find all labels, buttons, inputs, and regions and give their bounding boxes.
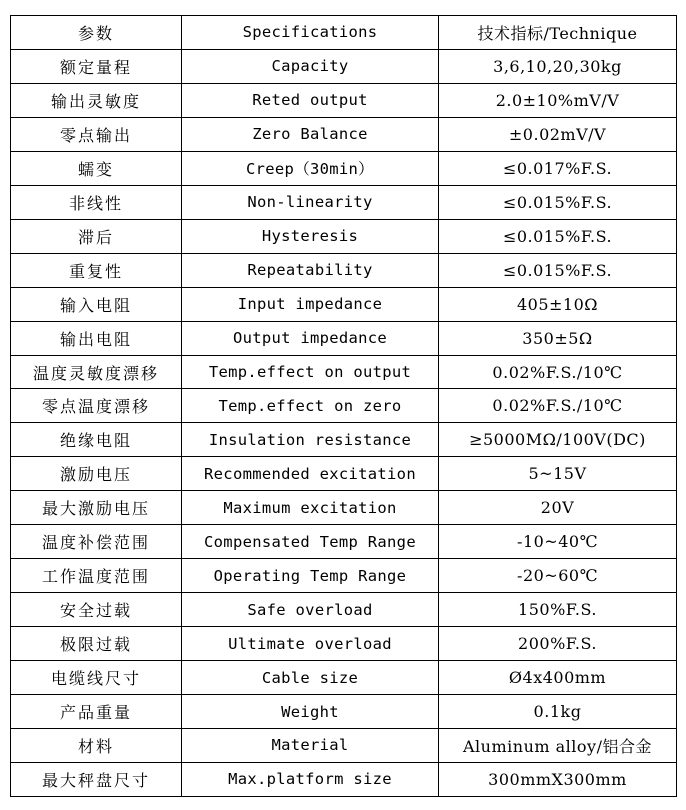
value-cell: 300mmX300mm xyxy=(439,762,677,796)
value-cell: ≤0.015%F.S. xyxy=(439,253,677,287)
header-specifications: Specifications xyxy=(182,16,439,50)
param-en-cell: Compensated Temp Range xyxy=(182,525,439,559)
value-cell: 3,6,10,20,30kg xyxy=(439,49,677,83)
param-en-cell: Temp.effect on output xyxy=(182,355,439,389)
value-cell: 150%F.S. xyxy=(439,593,677,627)
param-cn-cell: 电缆线尺寸 xyxy=(11,661,182,695)
param-cn-cell: 重复性 xyxy=(11,253,182,287)
param-cn-cell: 零点温度漂移 xyxy=(11,389,182,423)
table-row xyxy=(11,593,677,627)
param-en-cell: Operating Temp Range xyxy=(182,559,439,593)
value-cell: 0.02%F.S./10℃ xyxy=(439,389,677,423)
table-row xyxy=(11,661,677,695)
value-cell: Aluminum alloy/铝合金 xyxy=(439,729,677,763)
value-cell: ≥5000MΩ/100V(DC) xyxy=(439,423,677,457)
param-en-cell: Recommended excitation xyxy=(182,457,439,491)
value-cell: -10~40℃ xyxy=(439,525,677,559)
param-cn-cell: 输出电阻 xyxy=(11,321,182,355)
param-cn-cell: 温度补偿范围 xyxy=(11,525,182,559)
table-row xyxy=(11,321,677,355)
table-row xyxy=(11,83,677,117)
param-en-cell: Zero Balance xyxy=(182,117,439,151)
table-row xyxy=(11,491,677,525)
param-en-cell: Repeatability xyxy=(182,253,439,287)
param-cn-cell: 激励电压 xyxy=(11,457,182,491)
param-cn-cell: 极限过载 xyxy=(11,627,182,661)
param-cn-cell: 安全过载 xyxy=(11,593,182,627)
table-row xyxy=(11,729,677,763)
param-cn-cell: 温度灵敏度漂移 xyxy=(11,355,182,389)
param-cn-cell: 蠕变 xyxy=(11,151,182,185)
param-cn-cell: 产品重量 xyxy=(11,695,182,729)
param-en-cell: Non-linearity xyxy=(182,185,439,219)
param-cn-cell: 绝缘电阻 xyxy=(11,423,182,457)
value-cell: 350±5Ω xyxy=(439,321,677,355)
param-cn-cell: 工作温度范围 xyxy=(11,559,182,593)
value-cell: 0.02%F.S./10℃ xyxy=(439,355,677,389)
param-cn-cell: 非线性 xyxy=(11,185,182,219)
value-cell: Ø4x400mm xyxy=(439,661,677,695)
table-row xyxy=(11,627,677,661)
param-cn-cell: 最大激励电压 xyxy=(11,491,182,525)
param-en-cell: Temp.effect on zero xyxy=(182,389,439,423)
table-row xyxy=(11,457,677,491)
header-row xyxy=(11,16,677,50)
header-param: 参数 xyxy=(11,16,182,50)
param-cn-cell: 最大秤盘尺寸 xyxy=(11,762,182,796)
spec-table xyxy=(10,15,677,797)
value-cell: 0.1kg xyxy=(439,695,677,729)
table-row xyxy=(11,762,677,796)
value-cell: -20~60℃ xyxy=(439,559,677,593)
table-row xyxy=(11,525,677,559)
param-en-cell: Weight xyxy=(182,695,439,729)
param-cn-cell: 额定量程 xyxy=(11,49,182,83)
param-cn-cell: 输出灵敏度 xyxy=(11,83,182,117)
param-cn-cell: 输入电阻 xyxy=(11,287,182,321)
param-cn-cell: 材料 xyxy=(11,729,182,763)
param-en-cell: Creep（30min） xyxy=(182,151,439,185)
table-row xyxy=(11,253,677,287)
table-row xyxy=(11,559,677,593)
value-cell: ≤0.017%F.S. xyxy=(439,151,677,185)
table-row xyxy=(11,151,677,185)
param-en-cell: Hysteresis xyxy=(182,219,439,253)
param-cn-cell: 零点输出 xyxy=(11,117,182,151)
table-row xyxy=(11,423,677,457)
param-en-cell: Output impedance xyxy=(182,321,439,355)
param-cn-cell: 滞后 xyxy=(11,219,182,253)
table-row xyxy=(11,185,677,219)
param-en-cell: Cable size xyxy=(182,661,439,695)
param-en-cell: Safe overload xyxy=(182,593,439,627)
param-en-cell: Max.platform size xyxy=(182,762,439,796)
param-en-cell: Capacity xyxy=(182,49,439,83)
value-cell: ±0.02mV/V xyxy=(439,117,677,151)
table-row xyxy=(11,389,677,423)
value-cell: 405±10Ω xyxy=(439,287,677,321)
spec-table-body xyxy=(11,16,677,797)
header-technique: 技术指标/Technique xyxy=(439,16,677,50)
param-en-cell: Ultimate overload xyxy=(182,627,439,661)
table-row xyxy=(11,695,677,729)
value-cell: ≤0.015%F.S. xyxy=(439,219,677,253)
param-en-cell: Reted output xyxy=(182,83,439,117)
value-cell: 2.0±10%mV/V xyxy=(439,83,677,117)
table-row xyxy=(11,219,677,253)
param-en-cell: Maximum excitation xyxy=(182,491,439,525)
table-row xyxy=(11,49,677,83)
table-row xyxy=(11,287,677,321)
param-en-cell: Insulation resistance xyxy=(182,423,439,457)
param-en-cell: Material xyxy=(182,729,439,763)
value-cell: 200%F.S. xyxy=(439,627,677,661)
value-cell: 20V xyxy=(439,491,677,525)
table-row xyxy=(11,117,677,151)
param-en-cell: Input impedance xyxy=(182,287,439,321)
value-cell: ≤0.015%F.S. xyxy=(439,185,677,219)
value-cell: 5~15V xyxy=(439,457,677,491)
table-row xyxy=(11,355,677,389)
